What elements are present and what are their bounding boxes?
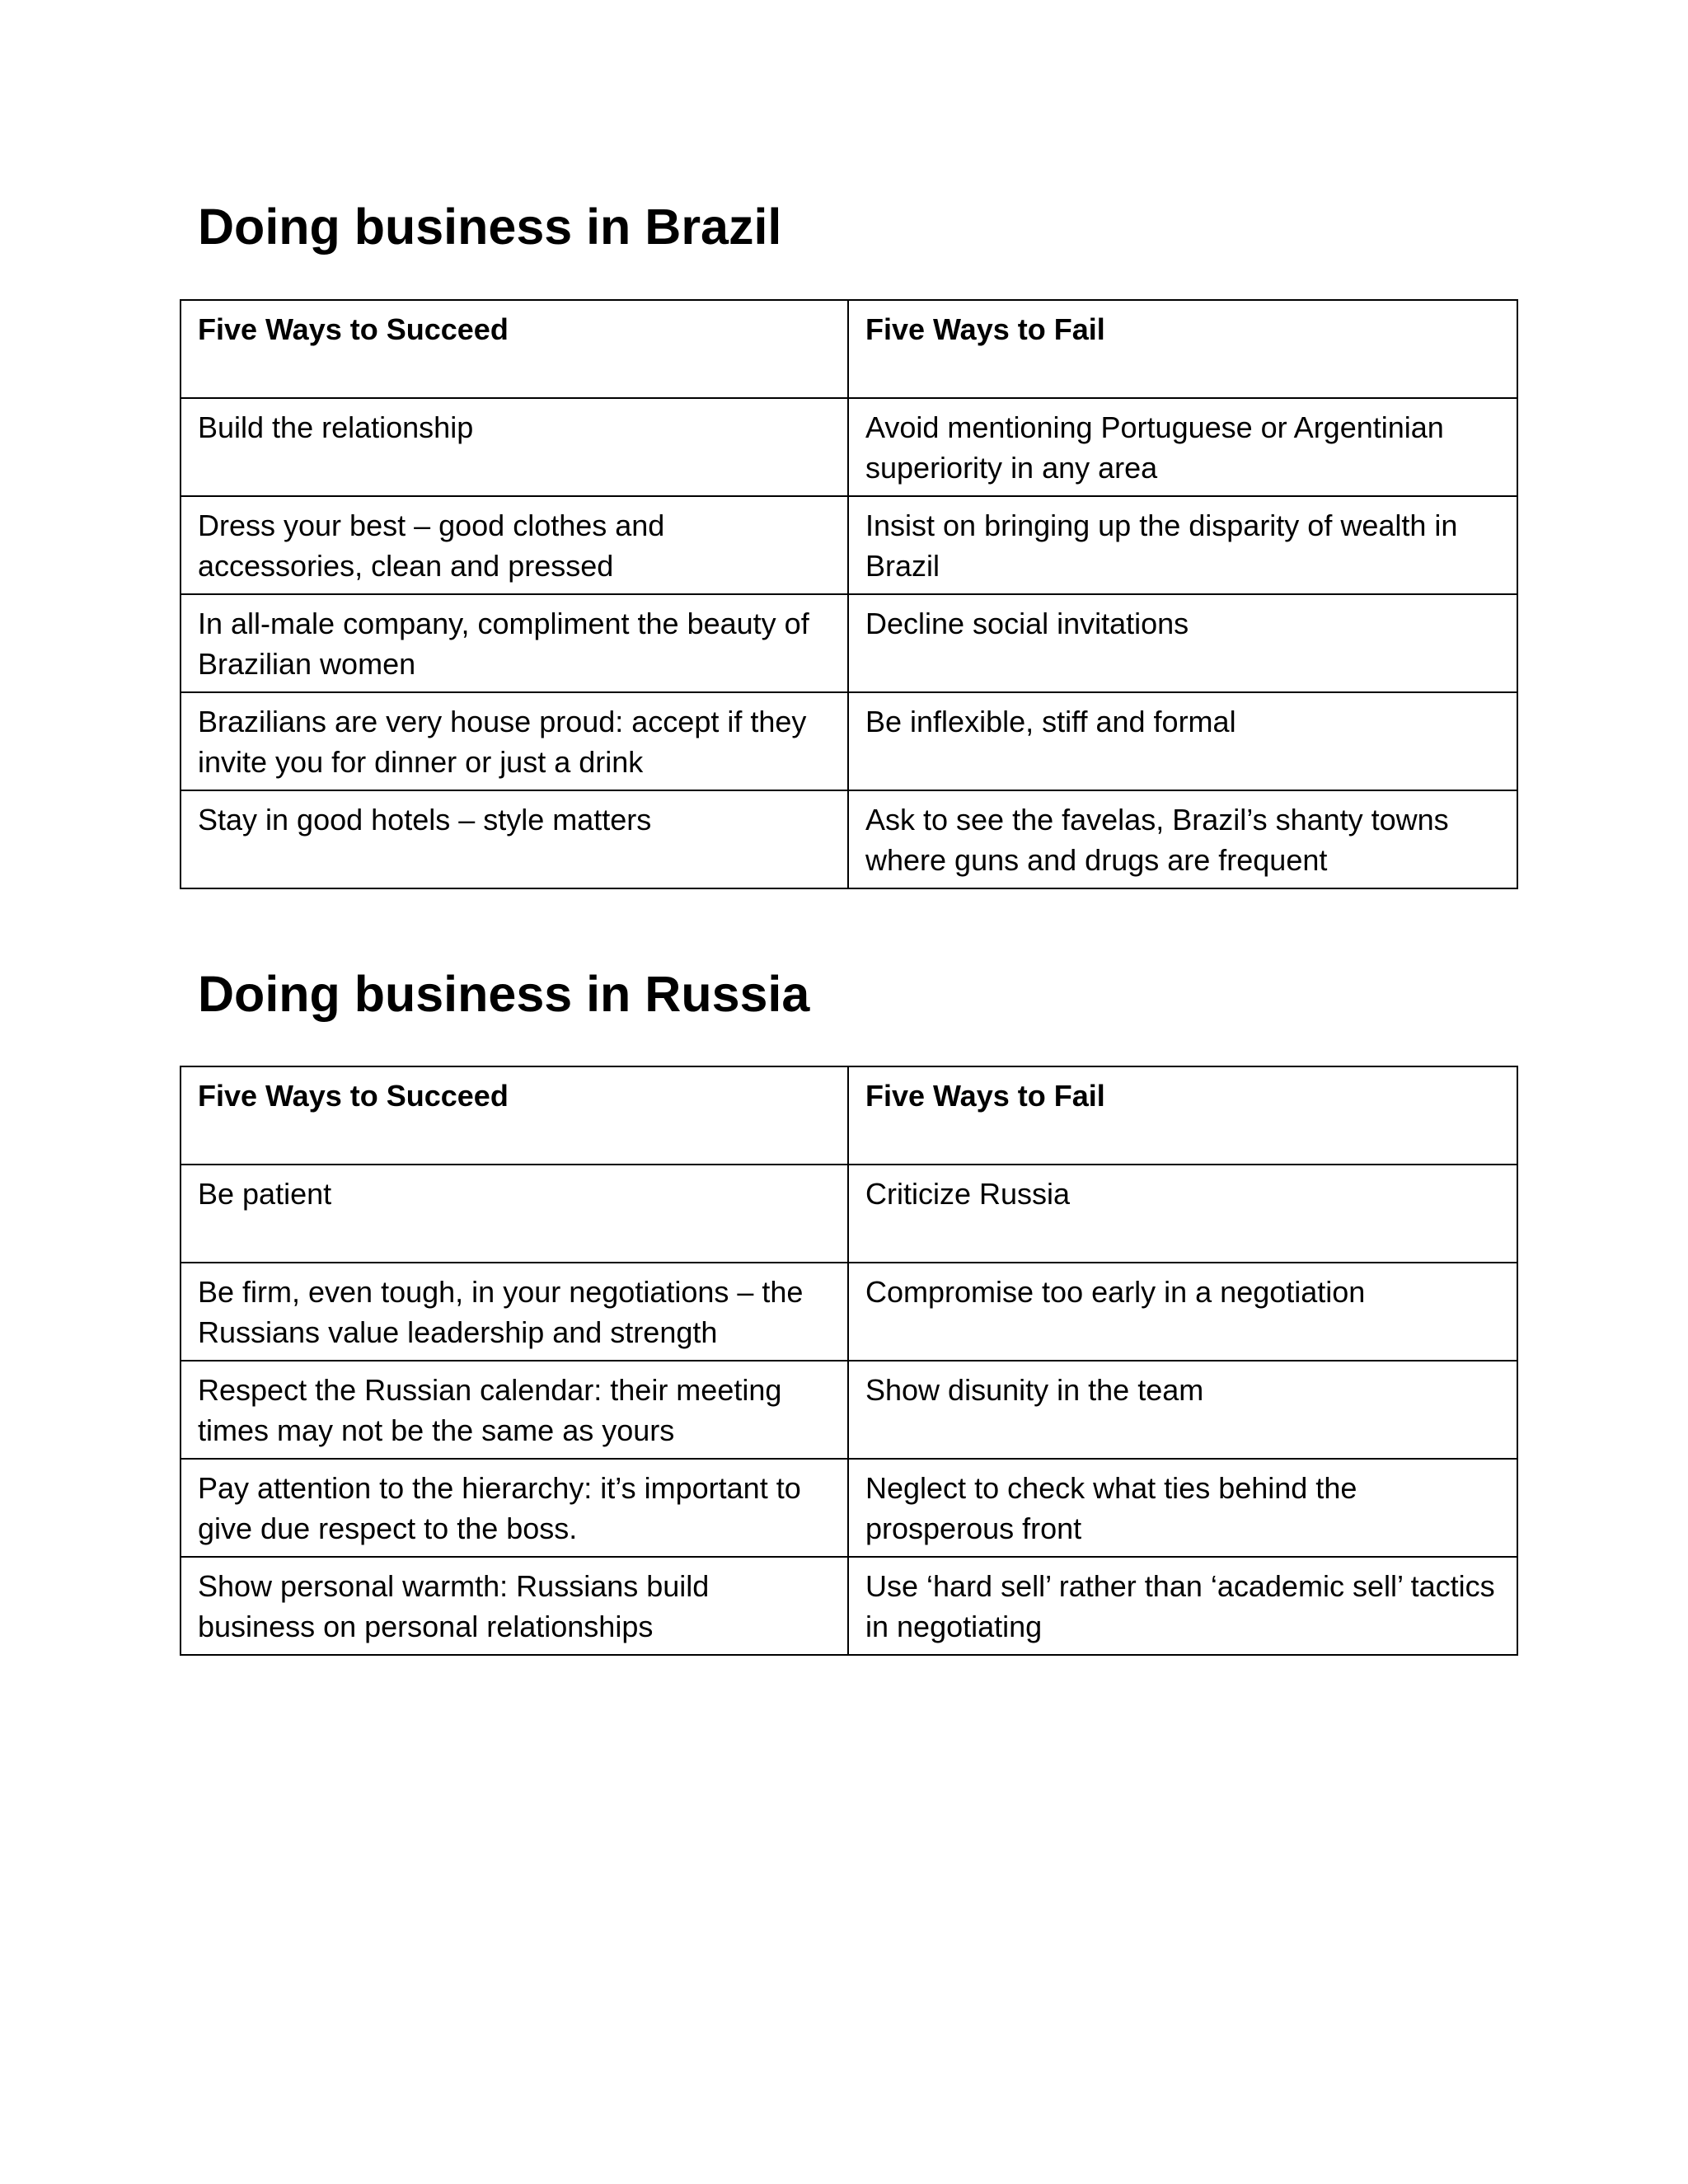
succeed-cell: Stay in good hotels – style matters: [181, 790, 848, 888]
succeed-cell: Dress your best – good clothes and accessories, clean and pressed: [181, 496, 848, 594]
table-row: [181, 1361, 1517, 1459]
succeed-cell: Be patient: [181, 1165, 848, 1263]
header-fail: Five Ways to Fail: [848, 1066, 1517, 1165]
fail-cell: Criticize Russia: [848, 1165, 1517, 1263]
fail-cell: Neglect to check what ties behind the prosperous front: [848, 1459, 1517, 1557]
table-row: [181, 692, 1517, 790]
succeed-cell: Pay attention to the hierarchy: it’s important to give due respect to the boss.: [181, 1459, 848, 1557]
succeed-cell: Brazilians are very house proud: accept if they invite you for dinner or just a drink: [181, 692, 848, 790]
fail-cell: Decline social invitations: [848, 594, 1517, 692]
fail-cell: Insist on bringing up the disparity of wealth in Brazil: [848, 496, 1517, 594]
fail-cell: Avoid mentioning Portuguese or Argentinian superiority in any area: [848, 398, 1517, 496]
fail-cell: Show disunity in the team: [848, 1361, 1517, 1459]
succeed-cell: Show personal warmth: Russians build business on personal relationships: [181, 1557, 848, 1655]
section-title-brazil: Doing business in Brazil: [198, 199, 782, 255]
section-title-russia: Doing business in Russia: [198, 966, 810, 1022]
fail-cell: Ask to see the favelas, Brazil’s shanty towns where guns and drugs are frequent: [848, 790, 1517, 888]
table-row: [181, 1459, 1517, 1557]
fail-cell: Compromise too early in a negotiation: [848, 1263, 1517, 1361]
succeed-cell: Respect the Russian calendar: their meeting times may not be the same as yours: [181, 1361, 848, 1459]
succeed-cell: Be firm, even tough, in your negotiations – the Russians value leadership and strength: [181, 1263, 848, 1361]
table-row: [181, 1165, 1517, 1263]
table-row: [181, 398, 1517, 496]
table-header-row: [181, 1066, 1517, 1165]
fail-cell: Use ‘hard sell’ rather than ‘academic sell’ tactics in negotiating: [848, 1557, 1517, 1655]
succeed-cell: In all-male company, compliment the beauty of Brazilian women: [181, 594, 848, 692]
table-header-row: [181, 300, 1517, 398]
russia-table: [180, 1066, 1518, 1656]
header-succeed: Five Ways to Succeed: [181, 1066, 848, 1165]
header-fail: Five Ways to Fail: [848, 300, 1517, 398]
table-row: [181, 1557, 1517, 1655]
brazil-table: [180, 299, 1518, 889]
table-row: [181, 1263, 1517, 1361]
fail-cell: Be inflexible, stiff and formal: [848, 692, 1517, 790]
table-row: [181, 496, 1517, 594]
header-succeed: Five Ways to Succeed: [181, 300, 848, 398]
succeed-cell: Build the relationship: [181, 398, 848, 496]
table-row: [181, 594, 1517, 692]
table-row: [181, 790, 1517, 888]
